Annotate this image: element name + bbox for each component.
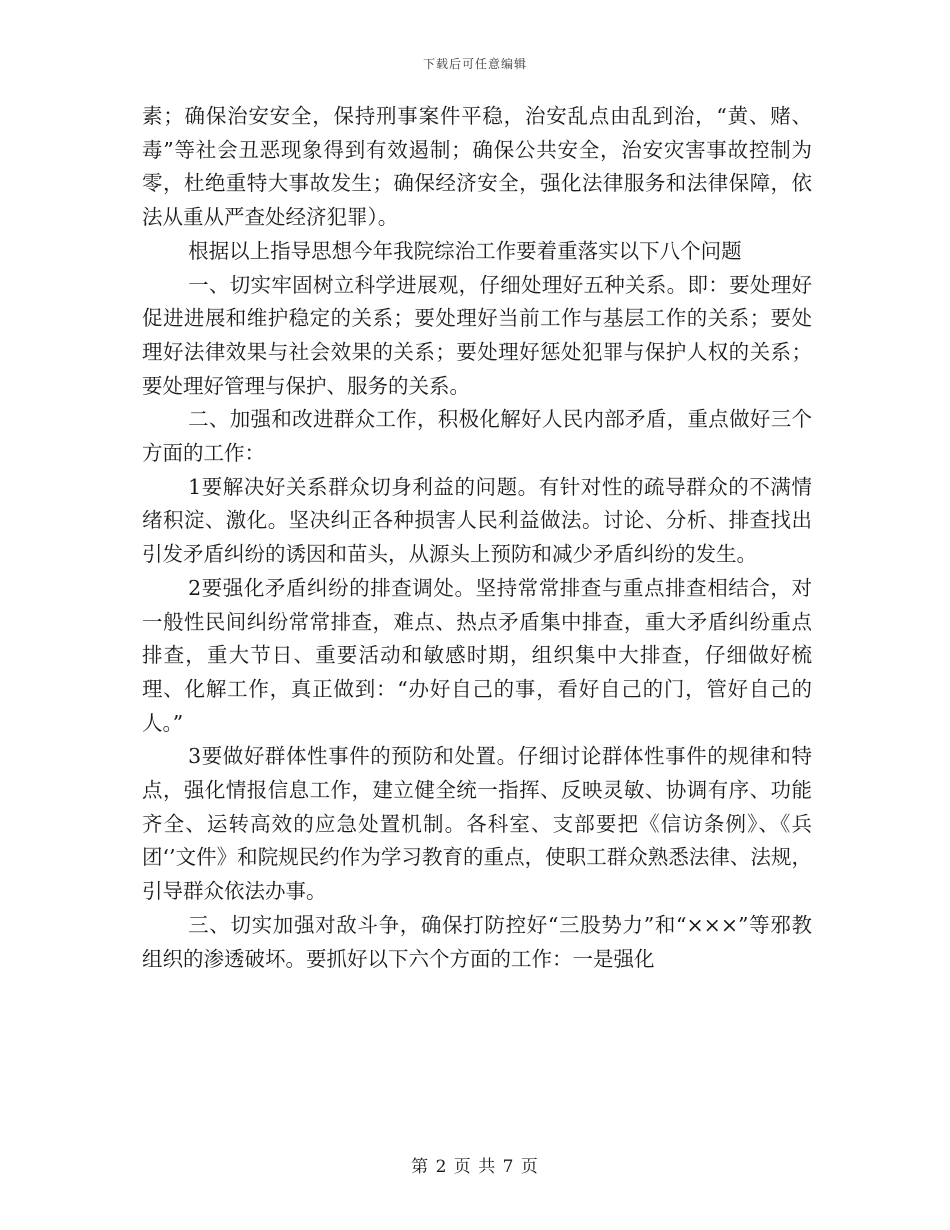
paragraph-1: 素；确保治安安全，保持刑事案件平稳，治安乱点由乱到治，“黄、赌、毒”等社会丑恶现象得到有效遏制；确保公共安全，治安灾害事故控制为零，杜绝重特大事故发生；确保经济安全，强化法律服务和法律保障，依法从重从严查处经济犯罪）。 <box>142 104 812 230</box>
paragraph-4: 二、加强和改进群众工作，积极化解好人民内部矛盾，重点做好三个方面的工作： <box>142 407 812 466</box>
page-number-footer: 第 2 页 共 7 页 <box>411 1157 539 1177</box>
paragraph-6: 2要强化矛盾纠纷的排查调处。坚持常常排查与重点排查相结合，对一般性民间纠纷常常排查，难点、热点矛盾集中排查，重大矛盾纠纷重点排查，重大节日、重要活动和敏感时期，组织集中大排查，仔细做好梳理、化解工作，真正做到：“办好自己的事，看好自己的门，管好自己的人。” <box>142 575 812 735</box>
document-body <box>142 100 812 976</box>
paragraph-3: 一、切实牢固树立科学进展观，仔细处理好五种关系。即：要处理好促进进展和维护稳定的关系；要处理好当前工作与基层工作的关系；要处理好法律效果与社会效果的关系；要处理好惩处犯罪与保护人权的关系；要处理好管理与保护、服务的关系。 <box>142 272 812 398</box>
paragraph-7: 3要做好群体性事件的预防和处置。仔细讨论群体性事件的规律和特点，强化情报信息工作，建立健全统一指挥、反映灵敏、协调有序、功能齐全、运转高效的应急处置机制。各科室、支部要把《信访条例》、《兵团‘’文件》和院规民约作为学习教育的重点，使职工群众熟悉法律、法规，引导群众依法办事。 <box>142 744 812 904</box>
paragraph-8: 三、切实加强对敌斗争，确保打防控好“三股势力”和“×××”等邪教组织的渗透破坏。要抓好以下六个方面的工作：一是强化 <box>142 912 812 971</box>
paragraph-2: 根据以上指导思想今年我院综治工作要着重落实以下八个问题 <box>188 238 742 263</box>
paragraph-5: 1要解决好关系群众切身利益的问题。有针对性的疏导群众的不满情绪积淀、激化。坚决纠正各种损害人民利益做法。讨论、分析、排查找出引发矛盾纠纷的诱因和苗头，从源头上预防和减少矛盾纠纷的发生。 <box>142 474 812 567</box>
page-header: 下载后可任意编辑 <box>422 57 527 71</box>
